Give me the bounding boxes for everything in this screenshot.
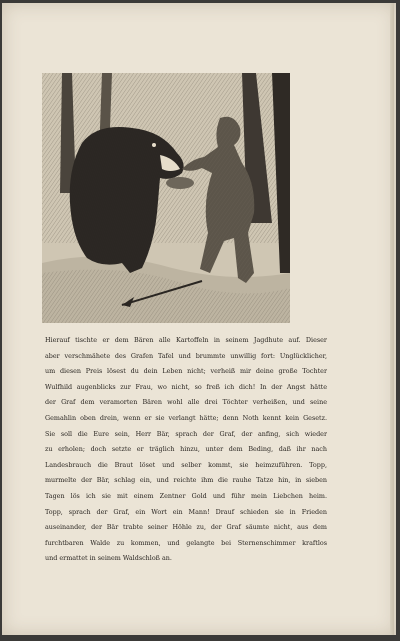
- page-edge: [390, 3, 394, 635]
- text-line: Hierauf tischte er dem Bären alle Kartoffeln in seinem Jagdhute auf. Dieser: [45, 336, 327, 344]
- text-line: murmelte der Bär, schlag ein, und reichte ihm die rauhe Tatze hin, in sieben: [45, 476, 327, 485]
- text-line: Gemahlin oben drein, wenn er sie verlangt hätte; denn Noth kennt kein Gesetz.: [45, 413, 327, 422]
- text-line: Sie soll die Eure sein, Herr Bär, sprach der Graf, der anfing, sich wieder: [45, 429, 327, 438]
- story-text: [45, 333, 327, 567]
- text-line: der Graf dem veramorten Bären wohl alle drei Töchter verheißen, und seine: [45, 398, 327, 407]
- text-line: und ermattet in seinem Waldschloß an.: [45, 554, 172, 563]
- text-line: Wulfhild augenblicks zur Frau, wo nicht, so freß ich dich! In der Angst hätte: [45, 382, 327, 391]
- text-line: aber verschmähete des Grafen Tafel und brummte unwillig fort: Unglücklicher,: [45, 351, 327, 360]
- text-line: Tagen lös ich sie mit einem Zentner Gold und führ mein Liebchen heim.: [45, 491, 327, 500]
- book-page: [2, 3, 396, 635]
- engraving-illustration: [42, 73, 290, 323]
- text-line: zu erholen; doch setzte er träglich hinzu, unter dem Beding, daß ihr nach: [45, 445, 327, 454]
- text-line: furchtbaren Walde zu kommen, und gelangte bei Sternenschimmer kraftlos: [45, 538, 327, 547]
- text-line: Topp, sprach der Graf, ein Wort ein Mann! Drauf schieden sie in Frieden: [45, 507, 327, 516]
- text-line: Landesbrauch die Braut löset und selber kommt, sie heimzuführen. Topp,: [45, 460, 327, 469]
- text-line: um diesen Preis lösest du dein Leben nicht; verheiß mir deine große Tochter: [45, 367, 327, 376]
- text-line: auseinander, der Bär trabte seiner Höhle zu, der Graf säumte nicht, aus dem: [45, 523, 327, 532]
